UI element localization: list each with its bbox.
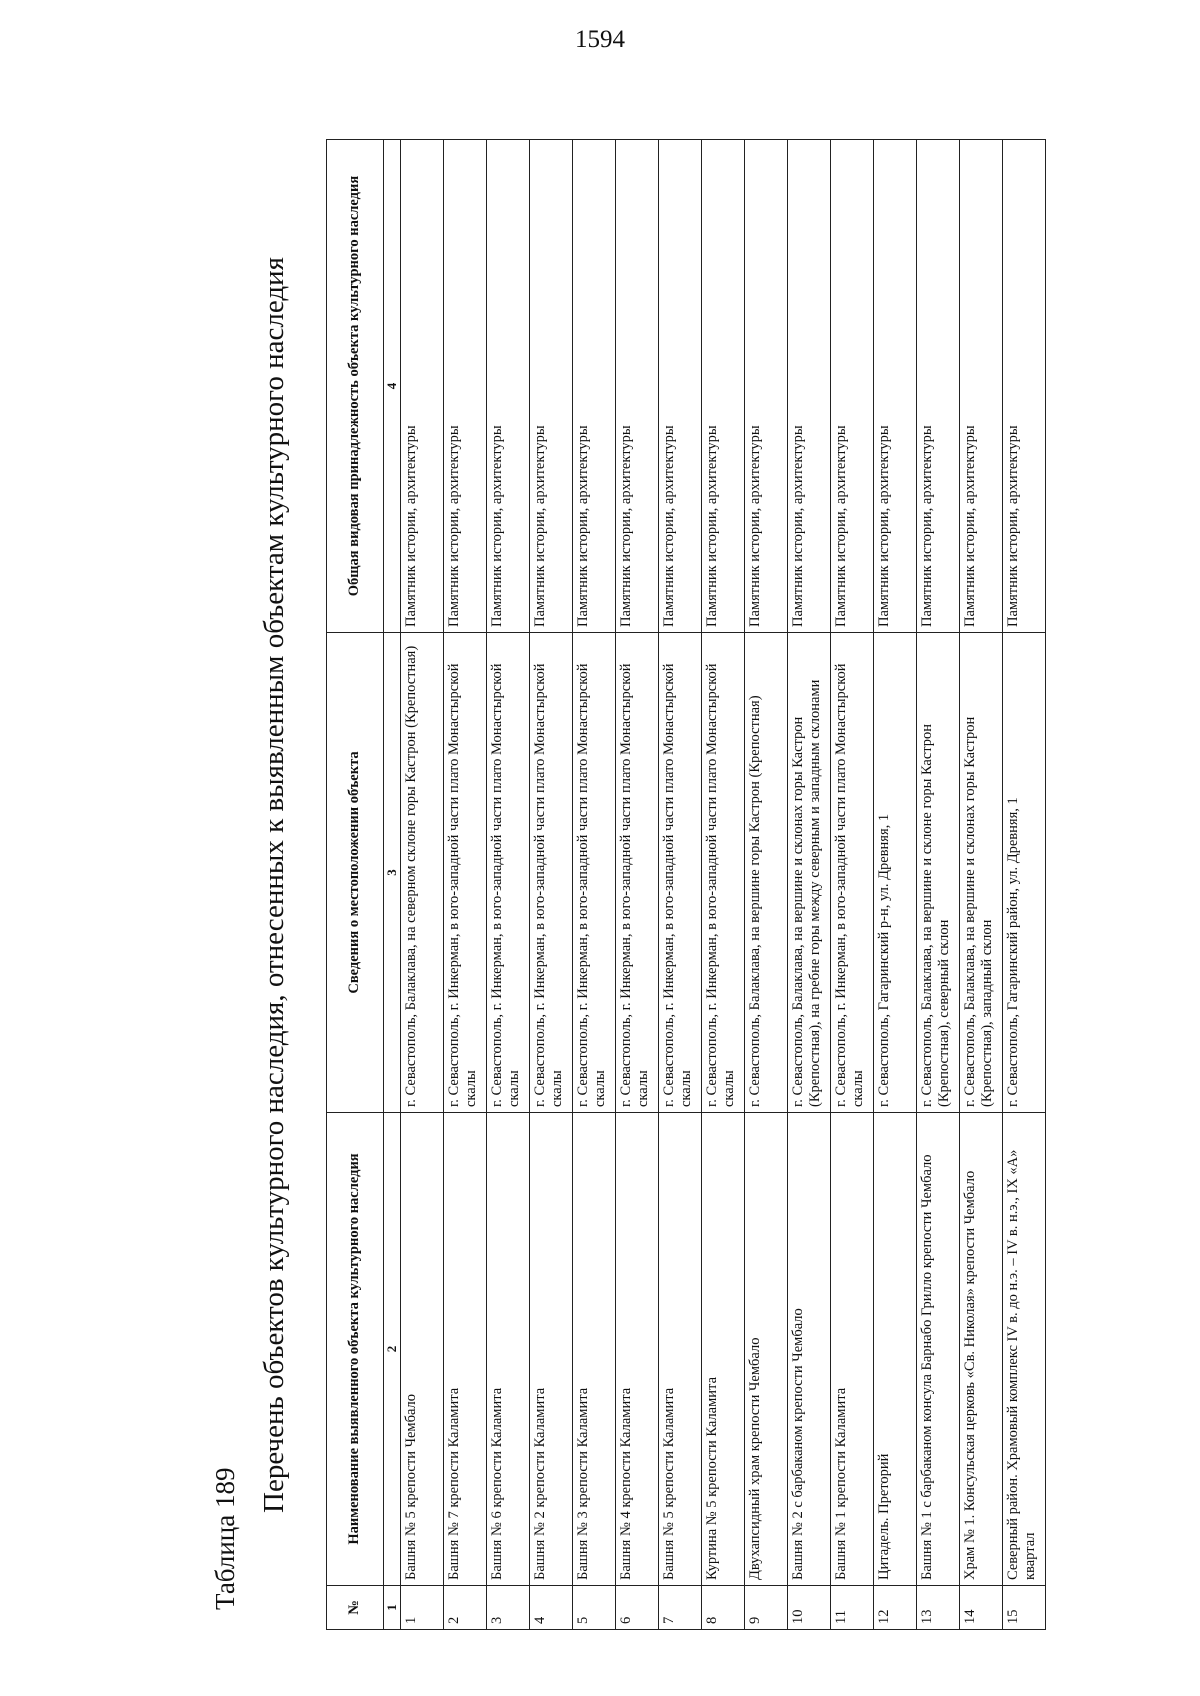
row-number-cell: 15	[1002, 1586, 1045, 1630]
object-type-cell: Памятник истории, архитектуры	[615, 140, 658, 633]
location-cell: г. Севастополь, г. Инкерман, в юго-западной части плато Монастырской скалы	[701, 633, 744, 1113]
table-row	[787, 140, 830, 1630]
table-row	[1002, 140, 1045, 1630]
column-number-row	[384, 140, 401, 1630]
table-row	[486, 140, 529, 1630]
row-number-cell: 4	[529, 1586, 572, 1630]
row-number-cell: 2	[443, 1586, 486, 1630]
object-type-cell: Памятник истории, архитектуры	[572, 140, 615, 633]
table-row	[572, 140, 615, 1630]
header-cell-name: Наименование выявленного объекта культурного наследия	[327, 1113, 384, 1586]
location-cell: г. Севастополь, г. Инкерман, в юго-западной части плато Монастырской скалы	[572, 633, 615, 1113]
object-name-cell: Двухапсидный храм крепости Чембало	[744, 1113, 787, 1586]
location-cell: г. Севастополь, г. Инкерман, в юго-западной части плато Монастырской скалы	[615, 633, 658, 1113]
object-name-cell: Цитадель. Преторий	[873, 1113, 916, 1586]
object-type-cell: Памятник истории, архитектуры	[873, 140, 916, 633]
column-number-3: 3	[384, 633, 401, 1113]
location-cell: г. Севастополь, г. Инкерман, в юго-западной части плато Монастырской скалы	[529, 633, 572, 1113]
row-number-cell: 13	[916, 1586, 959, 1630]
location-cell: г. Севастополь, Гагаринский р-н, ул. Древняя, 1	[873, 633, 916, 1113]
row-number-cell: 8	[701, 1586, 744, 1630]
row-number-cell: 11	[830, 1586, 873, 1630]
object-type-cell: Памятник истории, архитектуры	[701, 140, 744, 633]
location-cell: г. Севастополь, Балаклава, на вершине и склонах горы Кастрон (Крепостная), западный склон	[959, 633, 1002, 1113]
column-number-4: 4	[384, 140, 401, 633]
row-number-cell: 5	[572, 1586, 615, 1630]
object-type-cell: Памятник истории, архитектуры	[916, 140, 959, 633]
row-number-cell: 9	[744, 1586, 787, 1630]
object-name-cell: Башня № 1 крепости Каламита	[830, 1113, 873, 1586]
row-number-cell: 7	[658, 1586, 701, 1630]
object-name-cell: Башня № 5 крепости Каламита	[658, 1113, 701, 1586]
object-type-cell: Памятник истории, архитектуры	[400, 140, 443, 633]
location-cell: г. Севастополь, Балаклава, на вершине и склонах горы Кастрон (Крепостная), на гребне горы между северным и западным склонами	[787, 633, 830, 1113]
table-row	[830, 140, 873, 1630]
object-type-cell: Памятник истории, архитектуры	[744, 140, 787, 633]
row-number-cell: 6	[615, 1586, 658, 1630]
table-row	[959, 140, 1002, 1630]
object-type-cell: Памятник истории, архитектуры	[486, 140, 529, 633]
table-header-row	[327, 140, 384, 1630]
object-type-cell: Памятник истории, архитектуры	[658, 140, 701, 633]
object-name-cell: Храм № 1. Консульская церковь «Св. Николая» крепости Чембало	[959, 1113, 1002, 1586]
table-row	[744, 140, 787, 1630]
heritage-table	[326, 139, 1046, 1630]
rotated-sheet	[200, 140, 1200, 1630]
document-title: Перечень объектов культурного наследия, отнесенных к выявленным объектам культурного наследия	[258, 257, 290, 1513]
object-name-cell: Башня № 7 крепости Каламита	[443, 1113, 486, 1586]
object-name-cell: Куртина № 5 крепости Каламита	[701, 1113, 744, 1586]
header-cell-number: №	[327, 1586, 384, 1630]
object-name-cell: Башня № 2 с барбаканом крепости Чембало	[787, 1113, 830, 1586]
object-name-cell: Северный район. Храмовый комплекс IV в. до н.э. – IV в. н.э., IX «А» квартал	[1002, 1113, 1045, 1586]
row-number-cell: 14	[959, 1586, 1002, 1630]
location-cell: г. Севастополь, Гагаринский район, ул. Древняя, 1	[1002, 633, 1045, 1113]
location-cell: г. Севастополь, г. Инкерман, в юго-западной части плато Монастырской скалы	[830, 633, 873, 1113]
header-cell-location: Сведения о местоположении объекта	[327, 633, 384, 1113]
object-name-cell: Башня № 4 крепости Каламита	[615, 1113, 658, 1586]
row-number-cell: 12	[873, 1586, 916, 1630]
object-type-cell: Памятник истории, архитектуры	[959, 140, 1002, 633]
location-cell: г. Севастополь, г. Инкерман, в юго-западной части плато Монастырской скалы	[658, 633, 701, 1113]
location-cell: г. Севастополь, г. Инкерман, в юго-западной части плато Монастырской скалы	[443, 633, 486, 1113]
table-row	[615, 140, 658, 1630]
object-type-cell: Памятник истории, архитектуры	[1002, 140, 1045, 633]
header-cell-type: Общая видовая принадлежность объекта культурного наследия	[327, 140, 384, 633]
object-name-cell: Башня № 3 крепости Каламита	[572, 1113, 615, 1586]
page-number: 1594	[575, 26, 625, 53]
table-row	[701, 140, 744, 1630]
column-number-2: 2	[384, 1113, 401, 1586]
object-type-cell: Памятник истории, архитектуры	[787, 140, 830, 633]
object-name-cell: Башня № 6 крепости Каламита	[486, 1113, 529, 1586]
object-name-cell: Башня № 5 крепости Чембало	[400, 1113, 443, 1586]
location-cell: г. Севастополь, г. Инкерман, в юго-западной части плато Монастырской скалы	[486, 633, 529, 1113]
row-number-cell: 1	[400, 1586, 443, 1630]
row-number-cell: 3	[486, 1586, 529, 1630]
column-number-1: 1	[384, 1586, 401, 1630]
object-type-cell: Памятник истории, архитектуры	[529, 140, 572, 633]
table-row	[916, 140, 959, 1630]
table-row	[658, 140, 701, 1630]
table-row	[443, 140, 486, 1630]
table-row	[873, 140, 916, 1630]
object-name-cell: Башня № 2 крепости Каламита	[529, 1113, 572, 1586]
object-name-cell: Башня № 1 с барбаканом консула Барнабо Грилло крепости Чембало	[916, 1113, 959, 1586]
object-type-cell: Памятник истории, архитектуры	[443, 140, 486, 633]
table-body	[400, 140, 1045, 1630]
location-cell: г. Севастополь, Балаклава, на северном склоне горы Кастрон (Крепостная)	[400, 633, 443, 1113]
table-row	[400, 140, 443, 1630]
table-row	[529, 140, 572, 1630]
object-type-cell: Памятник истории, архитектуры	[830, 140, 873, 633]
location-cell: г. Севастополь, Балаклава, на вершине горы Кастрон (Крепостная)	[744, 633, 787, 1113]
location-cell: г. Севастополь, Балаклава, на вершине и склоне горы Кастрон (Крепостная), северный склон	[916, 633, 959, 1113]
table-label: Таблица 189	[210, 1467, 240, 1610]
row-number-cell: 10	[787, 1586, 830, 1630]
